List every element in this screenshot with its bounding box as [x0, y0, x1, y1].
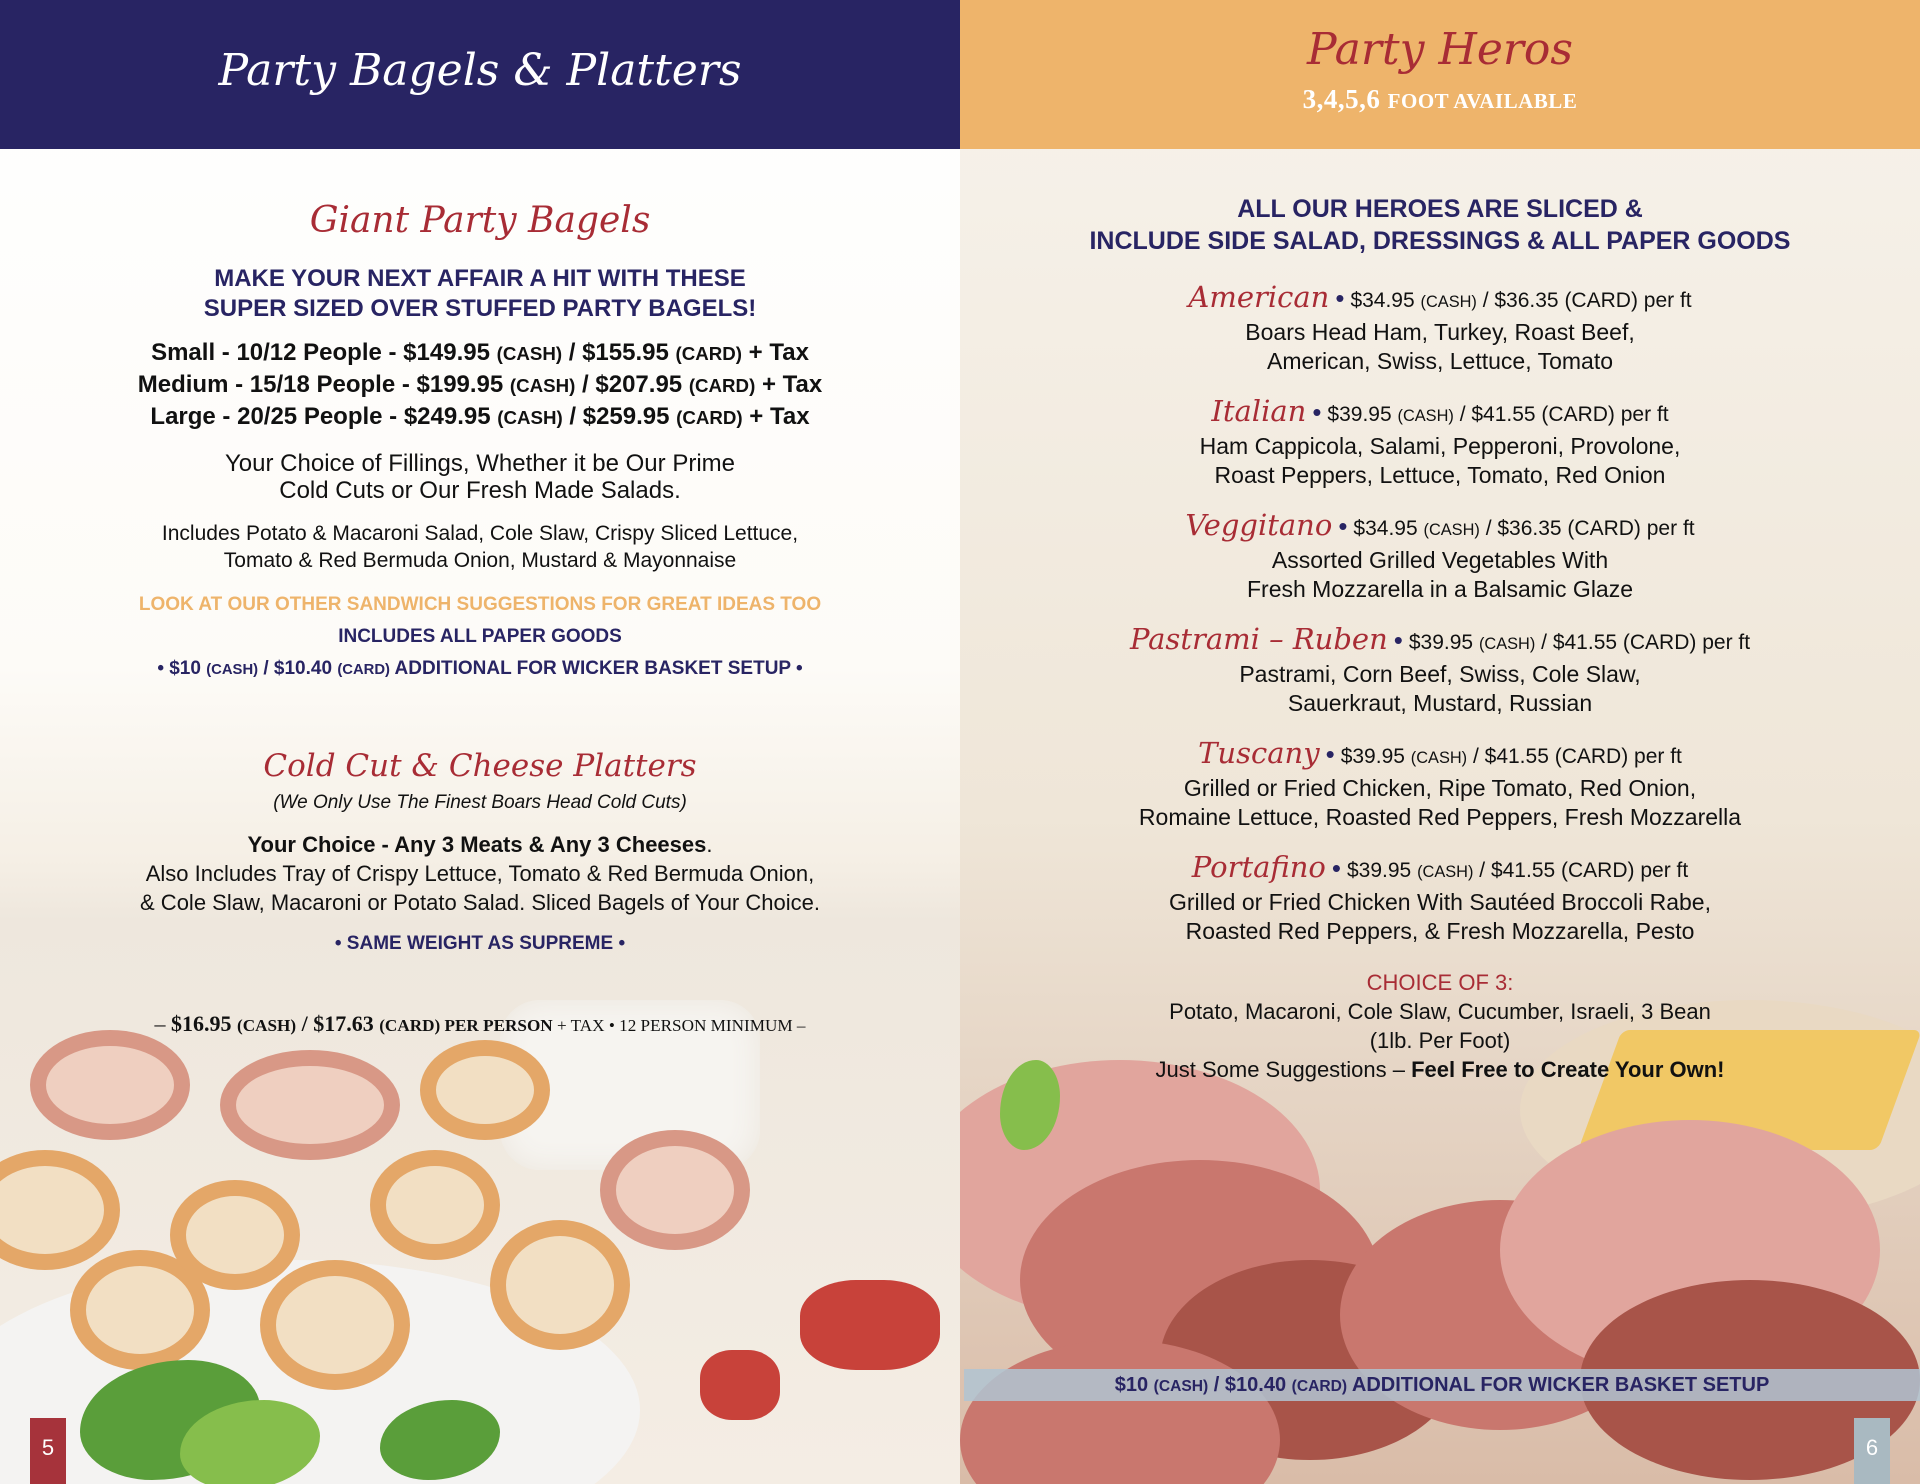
bagel-size-small: Small - 10/12 People - $149.95 (CASH) / $155.95 (CARD) + Tax: [151, 339, 809, 366]
choice-line-1: Potato, Macaroni, Cole Slaw, Cucumber, Israeli, 3 Bean: [1169, 999, 1711, 1024]
right-header-bar: [960, 0, 1920, 149]
side-choice-section: [960, 968, 1920, 1084]
look-note: LOOK AT OUR OTHER SANDWICH SUGGESTIONS FOR GREAT IDEAS TOO: [138, 594, 822, 615]
bagel-sizes-list: [0, 337, 960, 433]
hero-name: Portafino: [1191, 850, 1326, 884]
page-number-left: 5: [30, 1418, 66, 1484]
heroes-intro: [960, 193, 1920, 257]
paper-goods-note: INCLUDES ALL PAPER GOODS: [338, 626, 622, 647]
bagels-tagline-line-1: MAKE YOUR NEXT AFFAIR A HIT WITH THESE: [214, 265, 746, 292]
platters-subtitle: (We Only Use The Finest Boars Head Cold Cuts): [273, 792, 687, 813]
choice-line-3: Just Some Suggestions – Feel Free to Create Your Own!: [1155, 1057, 1725, 1082]
hero-name: Veggitano: [1185, 508, 1333, 542]
left-header-bar: [0, 0, 960, 149]
hero-veggitano: Veggitano • $34.95 (CASH) / $36.35 (CARD) per ft Assorted Grilled Vegetables With Fresh Mozzarella in a Balsamic Glaze: [1185, 508, 1695, 602]
platters-also-line-2: & Cole Slaw, Macaroni or Potato Salad. Sliced Bagels of Your Choice.: [140, 890, 820, 915]
hero-american: American • $34.95 (CASH) / $36.35 (CARD) per ft Boars Head Ham, Turkey, Roast Beef, American, Swiss, Lettuce, Tomato: [1188, 280, 1692, 374]
hero-tuscany: Tuscany • $39.95 (CASH) / $41.55 (CARD) per ft Grilled or Fried Chicken, Ripe Tomato, Red Onion, Romaine Lettuce, Roasted Red Peppers, Fresh Mozzarella: [1138, 736, 1742, 830]
bagels-includes: [0, 520, 960, 574]
bagels-fillings-line-2: Cold Cuts or Our Fresh Made Salads.: [279, 477, 681, 504]
hero-portafino: Portafino • $39.95 (CASH) / $41.55 (CARD) per ft Grilled or Fried Chicken With Sautéed Broccoli Rabe, Roasted Red Peppers, & Fresh Mozzarella, Pesto: [1168, 850, 1711, 944]
bagel-size-medium: Medium - 15/18 People - $199.95 (CASH) / $207.95 (CARD) + Tax: [137, 371, 823, 398]
bagels-fillings: [0, 450, 960, 504]
bagels-includes-line-2: Tomato & Red Bermuda Onion, Mustard & Mayonnaise: [223, 549, 737, 572]
hero-name: American: [1188, 280, 1330, 314]
right-header-subtitle: 3,4,5,6 FOOT AVAILABLE: [1302, 84, 1578, 114]
bagels-tagline-line-2: SUPER SIZED OVER STUFFED PARTY BAGELS!: [203, 295, 757, 322]
heroes-intro-line-2: INCLUDE SIDE SALAD, DRESSINGS & ALL PAPER GOODS: [1089, 227, 1791, 255]
platters-choice: Your Choice - Any 3 Meats & Any 3 Cheeses.: [247, 832, 713, 857]
bagels-tagline: [0, 264, 960, 324]
bagels-title: Giant Party Bagels: [309, 200, 651, 241]
choice-title: CHOICE OF 3:: [1366, 970, 1514, 995]
right-basket-bar: $10 (CASH) / $10.40 (CARD) ADDITIONAL FOR WICKER BASKET SETUP: [964, 1369, 1920, 1401]
heroes-intro-line-1: ALL OUR HEROES ARE SLICED &: [1237, 195, 1643, 223]
same-weight-note: • SAME WEIGHT AS SUPREME •: [334, 933, 626, 954]
hero-italian: Italian • $39.95 (CASH) / $41.55 (CARD) per ft Ham Cappicola, Salami, Pepperoni, Provolone, Roast Peppers, Lettuce, Tomato, Red Onion: [1199, 394, 1681, 488]
right-header-title: Party Heros: [1307, 24, 1573, 75]
left-header-title: Party Bagels & Platters: [218, 45, 742, 96]
left-basket-note: • $10 (CASH) / $10.40 (CARD) ADDITIONAL FOR WICKER BASKET SETUP •: [157, 658, 803, 679]
choice-line-2: (1lb. Per Foot): [1369, 1028, 1511, 1053]
hero-name: Italian: [1211, 394, 1307, 428]
bagels-includes-line-1: Includes Potato & Macaroni Salad, Cole Slaw, Crispy Sliced Lettuce,: [161, 522, 799, 545]
platters-title: Cold Cut & Cheese Platters: [263, 748, 697, 784]
platters-price: – $16.95 (CASH) / $17.63 (CARD) PER PERSON + TAX • 12 PERSON MINIMUM –: [154, 1011, 806, 1036]
hero-name: Tuscany: [1198, 736, 1320, 770]
hero-name: Pastrami – Ruben: [1129, 622, 1388, 656]
platters-details: [0, 830, 960, 917]
right-page: [960, 0, 1920, 1484]
page-number-right: 6: [1854, 1418, 1890, 1484]
hero-pastrami-ruben: Pastrami – Ruben • $39.95 (CASH) / $41.55 (CARD) per ft Pastrami, Corn Beef, Swiss, Cole Slaw, Sauerkraut, Mustard, Russian: [1129, 622, 1751, 716]
platters-also-line-1: Also Includes Tray of Crispy Lettuce, Tomato & Red Bermuda Onion,: [145, 861, 815, 886]
bagel-size-large: Large - 20/25 People - $249.95 (CASH) / $259.95 (CARD) + Tax: [150, 403, 810, 430]
bagels-fillings-line-1: Your Choice of Fillings, Whether it be Our Prime: [225, 450, 735, 477]
